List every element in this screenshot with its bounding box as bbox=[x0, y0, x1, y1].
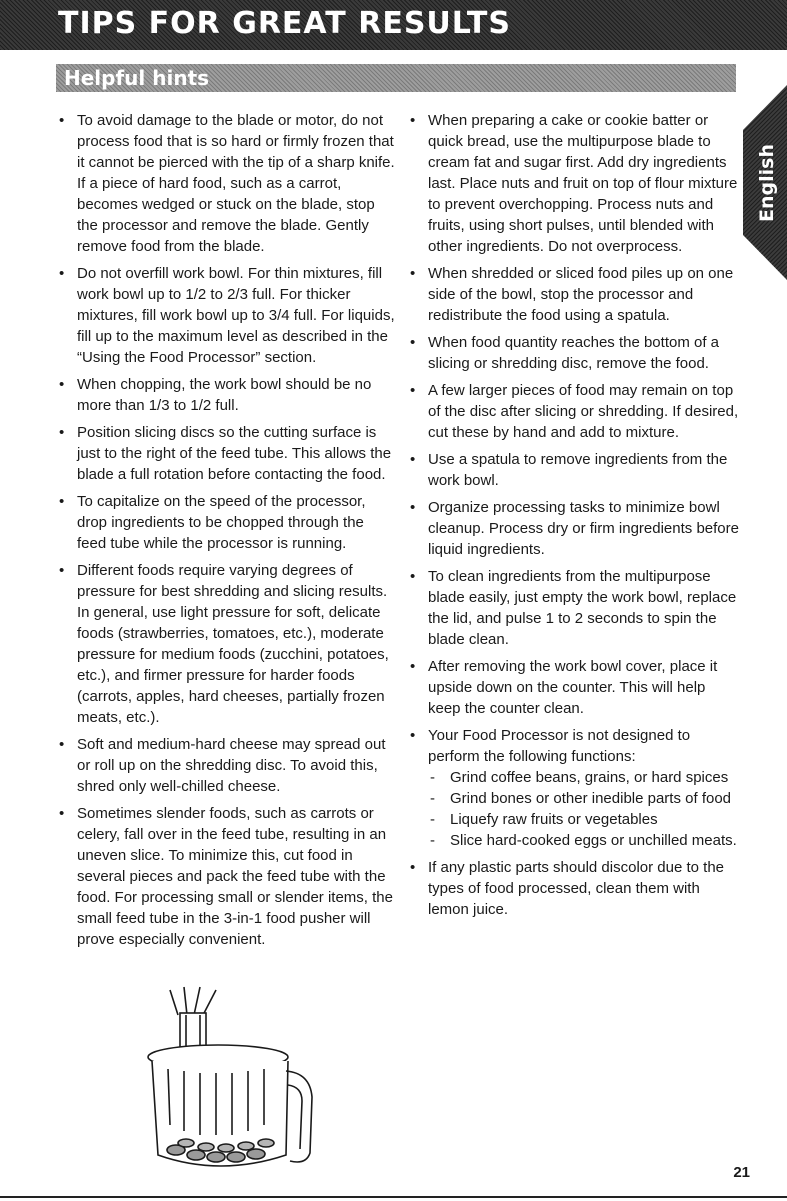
hint-text: Organize processing tasks to minimize bowl cleanup. Process dry or firm ingredients before liquid ingredients. bbox=[428, 499, 739, 558]
page-number: 21 bbox=[733, 1164, 750, 1181]
dash: - bbox=[430, 769, 435, 786]
sub-item-text: Grind bones or other inedible parts of food bbox=[450, 790, 732, 807]
hint-item bbox=[408, 380, 740, 443]
hint-item bbox=[57, 491, 397, 554]
section-title: Helpful hints bbox=[64, 66, 210, 90]
bullet: • bbox=[410, 568, 416, 585]
dash: - bbox=[430, 832, 435, 849]
hint-text: To clean ingredients from the multipurpose blade easily, just empty the work bowl, replace the lid, and pulse 1 to 2 seconds to spin the blade clean. bbox=[428, 568, 737, 648]
hint-text: Your Food Processor is not designed to perform the following functions: bbox=[428, 727, 691, 765]
hint-item bbox=[57, 560, 397, 728]
hint-item bbox=[57, 734, 397, 797]
bullet: • bbox=[410, 265, 416, 282]
left-column bbox=[57, 110, 397, 956]
hint-item bbox=[57, 422, 397, 485]
bullet: • bbox=[59, 736, 65, 753]
not-designed-list bbox=[428, 767, 740, 851]
bullet: • bbox=[410, 334, 416, 351]
bullet: • bbox=[59, 112, 65, 129]
bullet: • bbox=[410, 658, 416, 675]
hint-item bbox=[57, 803, 397, 950]
hint-text: If any plastic parts should discolor due to the types of food processed, clean them with lemon juice. bbox=[428, 859, 725, 918]
hint-text: Do not overfill work bowl. For thin mixtures, fill work bowl up to 1/2 to 2/3 full. For thicker mixtures, fill work bowl up to 3/4 full. For liquids, fill up to the maximum level as described in the “Using the Food Processor” section. bbox=[77, 265, 395, 366]
bullet: • bbox=[59, 805, 65, 822]
hint-item bbox=[408, 110, 740, 257]
hint-item bbox=[57, 263, 397, 368]
hint-text: Sometimes slender foods, such as carrots or celery, fall over in the feed tube, resulting in an uneven slice. To minimize this, cut food in several pieces and pack the feed tube with the food. For processing small or slender items, the small feed tube in the 3-in-1 food pusher will prove especially convenient. bbox=[77, 805, 393, 948]
hint-text: After removing the work bowl cover, place it upside down on the counter. This will help keep the counter clean. bbox=[428, 658, 718, 717]
hint-item bbox=[408, 263, 740, 326]
bullet: • bbox=[410, 451, 416, 468]
hint-text: To capitalize on the speed of the processor, drop ingredients to be chopped through the feed tube while the processor is running. bbox=[77, 493, 366, 552]
page-title: TIPS FOR GREAT RESULTS bbox=[58, 6, 512, 41]
hint-item bbox=[408, 725, 740, 851]
hint-text: When food quantity reaches the bottom of a slicing or shredding disc, remove the food. bbox=[428, 334, 720, 372]
bullet: • bbox=[410, 499, 416, 516]
bullet: • bbox=[410, 112, 416, 129]
sub-item-text: Grind coffee beans, grains, or hard spices bbox=[450, 769, 729, 786]
hint-item bbox=[408, 656, 740, 719]
hint-text: A few larger pieces of food may remain on top of the disc after slicing or shredding. If desired, cut these by hand and add to mixture. bbox=[428, 382, 739, 441]
bullet: • bbox=[59, 265, 65, 282]
sub-item bbox=[430, 809, 740, 830]
hint-text: Different foods require varying degrees of pressure for best shredding and slicing results. In general, use light pressure for soft, delicate foods (strawberries, tomatoes, etc.), moderate pressure for medium foods (zucchini, potatoes, etc.), and firmer pressure for harder foods (carrots, apples, hard cheeses, partially frozen meats, etc.). bbox=[77, 562, 389, 726]
language-tab-label: English bbox=[756, 144, 778, 222]
hint-item bbox=[57, 110, 397, 257]
sub-item-text: Liquefy raw fruits or vegetables bbox=[450, 811, 658, 828]
bottom-rule bbox=[0, 1196, 787, 1198]
bullet: • bbox=[410, 727, 416, 744]
hint-item bbox=[408, 497, 740, 560]
bullet: • bbox=[59, 376, 65, 393]
sub-item bbox=[430, 767, 740, 788]
right-column bbox=[408, 110, 740, 926]
hint-text: To avoid damage to the blade or motor, do not process food that is so hard or firmly frozen that it cannot be pierced with the tip of a sharp knife. If a piece of hard food, such as a carrot, becomes wedged or stuck on the blade, stop the processor and remove the blade. Gently remove food from the blade. bbox=[77, 112, 395, 255]
food-processor-icon bbox=[140, 985, 330, 1175]
sub-item bbox=[430, 788, 740, 809]
dash: - bbox=[430, 790, 435, 807]
hint-text: When shredded or sliced food piles up on one side of the bowl, stop the processor and redistribute the food using a spatula. bbox=[428, 265, 734, 324]
section-band bbox=[56, 64, 736, 92]
dash: - bbox=[430, 811, 435, 828]
hint-text: When chopping, the work bowl should be no more than 1/3 to 1/2 full. bbox=[77, 376, 372, 414]
title-band bbox=[0, 0, 787, 50]
hint-item bbox=[57, 374, 397, 416]
language-tab bbox=[743, 85, 787, 280]
bullet: • bbox=[410, 382, 416, 399]
hint-text: Use a spatula to remove ingredients from the work bowl. bbox=[428, 451, 728, 489]
hint-text: Soft and medium-hard cheese may spread out or roll up on the shredding disc. To avoid this, shred only well-chilled cheese. bbox=[77, 736, 386, 795]
hint-item bbox=[408, 332, 740, 374]
hint-item bbox=[408, 566, 740, 650]
sub-item-text: Slice hard-cooked eggs or unchilled meats. bbox=[450, 832, 737, 849]
hint-item bbox=[408, 449, 740, 491]
bullet: • bbox=[59, 493, 65, 510]
hint-text: Position slicing discs so the cutting surface is just to the right of the feed tube. This allows the blade a full rotation before contacting the food. bbox=[77, 424, 392, 483]
sub-item bbox=[430, 830, 740, 851]
bullet: • bbox=[59, 562, 65, 579]
bullet: • bbox=[59, 424, 65, 441]
bullet: • bbox=[410, 859, 416, 876]
hint-text: When preparing a cake or cookie batter or quick bread, use the multipurpose blade to cream fat and sugar first. Add dry ingredients last. Place nuts and fruit on top of flour mixture to prevent overchopping. Process nuts and fruits, using short pulses, until blended with other ingredients. Do not overprocess. bbox=[428, 112, 738, 255]
hint-item bbox=[408, 857, 740, 920]
